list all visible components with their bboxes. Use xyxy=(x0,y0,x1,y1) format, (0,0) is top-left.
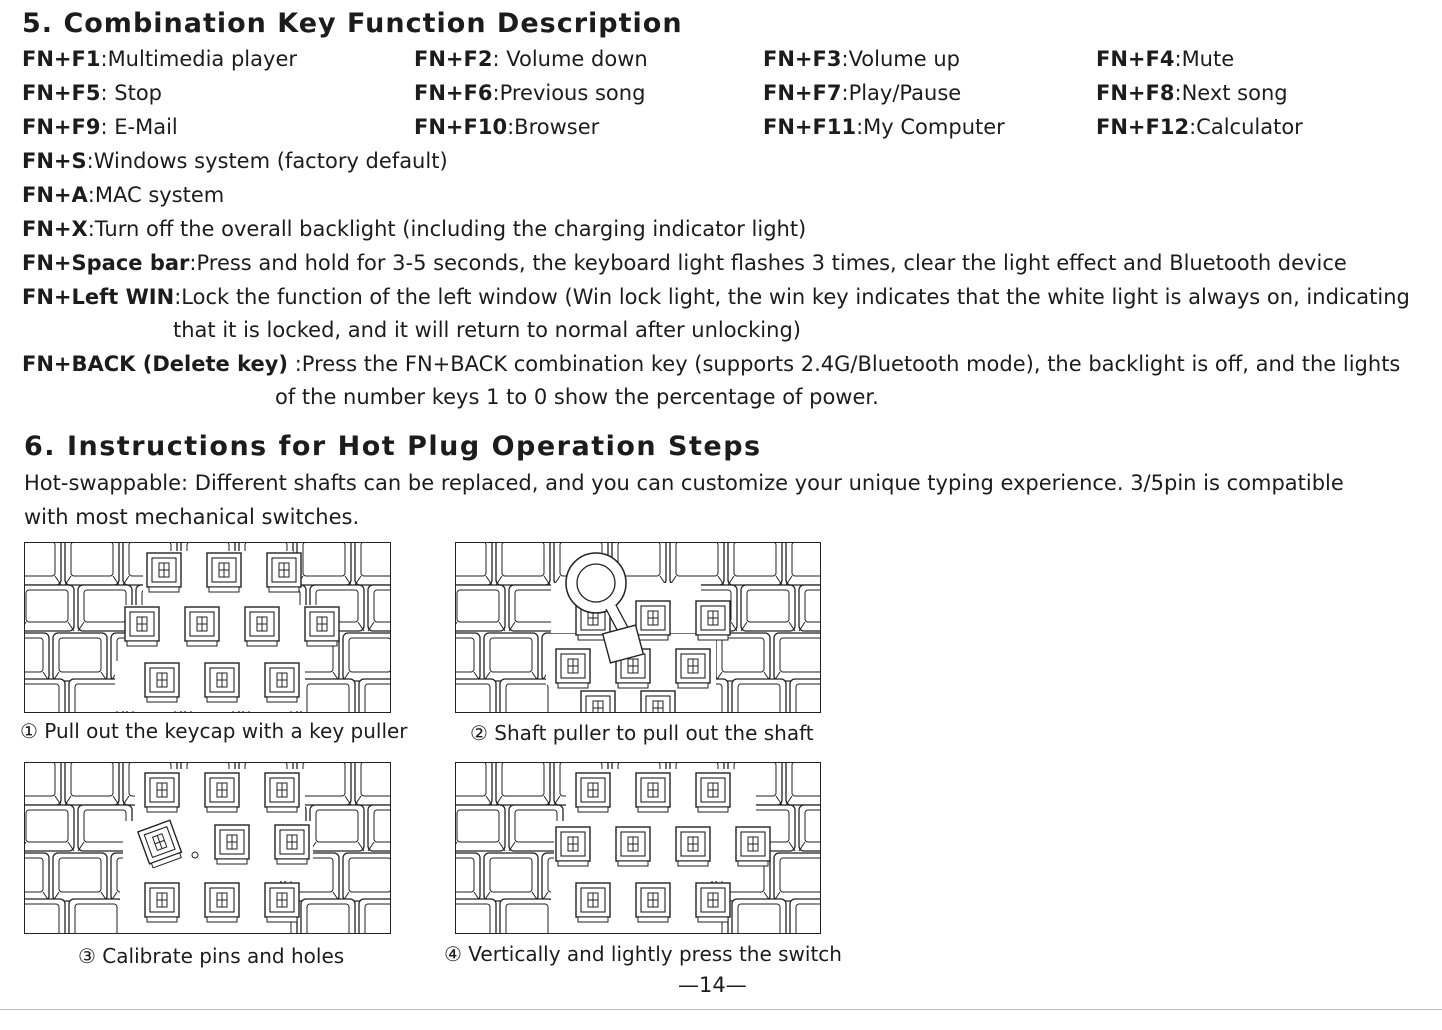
fn-key-description: Previous song xyxy=(499,81,646,105)
keycap xyxy=(25,899,65,933)
fn-key-combo: FN+F3 xyxy=(763,47,842,71)
fn-key-combo: FN+X xyxy=(22,217,88,241)
keycap xyxy=(456,899,496,933)
fn-key-separator: : xyxy=(174,285,182,309)
switch xyxy=(275,825,309,864)
keycap xyxy=(25,633,49,681)
keycap xyxy=(368,805,390,851)
fn-key-line xyxy=(22,285,1410,309)
fn-key-description: Lock the function of the left window (Win lock light, the win key indicates that the white light is always on, indicating xyxy=(181,285,1410,309)
fn-key-separator: : xyxy=(87,183,95,207)
keycap xyxy=(297,763,351,805)
fn-key-combo: FN+F11 xyxy=(763,115,857,139)
keycap xyxy=(456,763,492,805)
keycap xyxy=(25,543,61,585)
fn-key-combo: FN+F8 xyxy=(1096,81,1175,105)
fn-key-line xyxy=(22,352,1400,376)
switch xyxy=(125,607,159,646)
keycap xyxy=(25,585,74,631)
switch xyxy=(696,883,730,922)
keycap xyxy=(456,853,480,901)
fn-key-entry xyxy=(763,115,1005,139)
fn-key-description: Browser xyxy=(514,115,600,139)
caption-step-1: ① Pull out the keycap with a key puller xyxy=(20,719,408,743)
switch xyxy=(147,553,181,592)
figure-step-3 xyxy=(24,762,391,934)
fn-key-entry xyxy=(414,115,599,139)
keycap xyxy=(25,763,61,805)
switch xyxy=(616,827,650,866)
keycap xyxy=(25,853,49,901)
fn-key-line xyxy=(22,217,806,241)
keycap xyxy=(456,633,480,681)
keycap xyxy=(484,853,538,901)
keyboard-switch-press-illustration xyxy=(456,763,820,933)
switch xyxy=(205,883,239,922)
fn-key-separator: : xyxy=(1174,47,1182,71)
keycap xyxy=(728,543,782,585)
fn-key-entry xyxy=(1096,115,1303,139)
keycap xyxy=(790,899,820,933)
keycap xyxy=(65,763,119,805)
keycap xyxy=(799,805,820,851)
fn-key-description: MAC system xyxy=(94,183,225,207)
fn-key-description: My Computer xyxy=(863,115,1005,139)
switch xyxy=(215,825,249,864)
fn-key-combo: FN+F2 xyxy=(414,47,493,71)
fn-key-separator: : xyxy=(100,115,115,139)
switch xyxy=(245,607,279,646)
switch xyxy=(265,773,299,812)
switch xyxy=(185,607,219,646)
switch xyxy=(676,649,710,688)
switch xyxy=(576,773,610,812)
fn-key-combo: FN+F9 xyxy=(22,115,101,139)
keycap xyxy=(741,585,795,631)
switch xyxy=(641,691,675,712)
fn-key-separator: : xyxy=(100,47,108,71)
keycap xyxy=(368,585,390,631)
switch xyxy=(676,827,710,866)
figure-step-4 xyxy=(455,762,821,934)
fn-key-description: Stop xyxy=(114,81,162,105)
fn-key-description: Calculator xyxy=(1196,115,1303,139)
fn-key-separator: : xyxy=(288,352,302,376)
keycap xyxy=(343,633,390,681)
keycap xyxy=(670,543,724,585)
fn-key-line xyxy=(22,251,1347,275)
intro-line-2: with most mechanical switches. xyxy=(24,505,360,529)
switch xyxy=(556,827,590,866)
keycap xyxy=(359,679,390,712)
fn-key-combo: FN+S xyxy=(22,149,87,173)
fn-key-entry xyxy=(1096,47,1234,71)
switch xyxy=(145,663,179,702)
fn-key-description: Mute xyxy=(1181,47,1235,71)
fn-key-description: Play/Pause xyxy=(848,81,962,105)
fn-key-combo: FN+F6 xyxy=(414,81,493,105)
keycap xyxy=(301,899,355,933)
switch xyxy=(305,607,339,646)
keycap xyxy=(484,633,538,681)
fn-key-separator: : xyxy=(841,81,849,105)
keycap xyxy=(359,899,390,933)
keycap xyxy=(456,585,505,631)
keycap xyxy=(732,679,786,712)
fn-key-description: Turn off the overall backlight (including the charging indicator light) xyxy=(94,217,807,241)
fn-key-description: Press the FN+BACK combination key (supports 2.4G/Bluetooth mode), the backlight is off, and the lights xyxy=(301,352,1401,376)
caption-step-2: ② Shaft puller to pull out the shaft xyxy=(470,721,814,745)
keycap xyxy=(69,899,123,933)
keycap xyxy=(301,679,355,712)
keyboard-switches-illustration xyxy=(25,543,390,712)
intro-line-1: Hot-swappable: Different shafts can be replaced, and you can customize your unique typing experience. 3/5pin is compatible xyxy=(24,471,1344,495)
section-5-title: 5. Combination Key Function Description xyxy=(22,8,683,39)
keycap xyxy=(732,899,786,933)
fn-key-separator: : xyxy=(1174,81,1182,105)
fn-key-entry xyxy=(414,47,648,71)
keycap xyxy=(78,585,132,631)
switch xyxy=(205,773,239,812)
fn-key-separator: : xyxy=(492,47,507,71)
keycap xyxy=(355,763,390,805)
switch xyxy=(265,663,299,702)
fn-key-description: Volume down xyxy=(506,47,648,71)
keycap xyxy=(25,679,65,712)
fn-key-description: Next song xyxy=(1181,81,1288,105)
caption-step-3: ③ Calibrate pins and holes xyxy=(78,944,345,968)
page-bottom-edge xyxy=(0,1009,1442,1010)
keycap xyxy=(53,853,107,901)
fn-key-entry xyxy=(414,81,645,105)
keyboard-switch-puller-illustration xyxy=(456,543,820,712)
fn-key-combo: FN+F10 xyxy=(414,115,508,139)
fn-key-separator: : xyxy=(492,81,500,105)
fn-key-line-continuation: that it is locked, and it will return to normal after unlocking) xyxy=(173,318,801,342)
switch xyxy=(207,553,241,592)
fn-key-combo: FN+F1 xyxy=(22,47,101,71)
fn-key-entry xyxy=(22,115,178,139)
fn-key-combo: FN+F12 xyxy=(1096,115,1190,139)
fn-key-combo: FN+BACK (Delete key) xyxy=(22,352,289,376)
fn-key-line-continuation: of the number keys 1 to 0 show the percentage of power. xyxy=(275,385,879,409)
keycap xyxy=(343,853,390,901)
fn-key-combo: FN+F4 xyxy=(1096,47,1175,71)
switch xyxy=(736,827,770,866)
fn-key-separator: : xyxy=(86,149,94,173)
fn-key-line xyxy=(22,183,224,207)
switch xyxy=(205,663,239,702)
switch xyxy=(581,691,615,712)
switch xyxy=(145,773,179,812)
keycap xyxy=(25,805,74,851)
section-6-title: 6. Instructions for Hot Plug Operation Steps xyxy=(24,431,762,462)
keycap xyxy=(65,543,119,585)
keycap xyxy=(799,585,820,631)
page-number: —14— xyxy=(678,973,747,997)
fn-key-separator: : xyxy=(87,217,95,241)
switch xyxy=(267,553,301,592)
keycap xyxy=(500,899,554,933)
fn-key-separator: : xyxy=(856,115,864,139)
fn-key-description: E-Mail xyxy=(114,115,178,139)
keyboard-switch-calibrate-illustration xyxy=(25,763,390,933)
keycap xyxy=(456,805,505,851)
keycap xyxy=(500,679,554,712)
switch xyxy=(556,649,590,688)
fn-key-line xyxy=(22,149,448,173)
keycap xyxy=(297,543,351,585)
fn-key-description: Multimedia player xyxy=(107,47,297,71)
fn-key-separator: : xyxy=(507,115,515,139)
fn-key-entry xyxy=(763,47,960,71)
keycap xyxy=(786,543,820,585)
fn-key-combo: FN+A xyxy=(22,183,88,207)
switch xyxy=(636,883,670,922)
fn-key-combo: FN+F7 xyxy=(763,81,842,105)
fn-key-combo: FN+Space bar xyxy=(22,251,190,275)
keycap xyxy=(456,679,496,712)
switch xyxy=(636,773,670,812)
keycap xyxy=(355,543,390,585)
switch xyxy=(636,601,670,640)
fn-key-separator: : xyxy=(189,251,197,275)
fn-key-entry xyxy=(22,47,297,71)
fn-key-separator: : xyxy=(1189,115,1197,139)
keycap xyxy=(786,763,820,805)
switch xyxy=(696,773,730,812)
fn-key-entry xyxy=(763,81,961,105)
keycap xyxy=(456,543,492,585)
switch xyxy=(265,883,299,922)
keycap xyxy=(774,633,820,681)
switch xyxy=(696,601,730,640)
fn-key-description: Volume up xyxy=(848,47,960,71)
keycap xyxy=(496,543,550,585)
keycap xyxy=(496,763,550,805)
switch xyxy=(576,883,610,922)
figure-step-1 xyxy=(24,542,391,713)
keycap xyxy=(310,805,364,851)
keycap xyxy=(774,853,820,901)
figure-step-2 xyxy=(455,542,821,713)
caption-step-4: ④ Vertically and lightly press the switch xyxy=(444,942,842,966)
fn-key-combo: FN+Left WIN xyxy=(22,285,175,309)
switch xyxy=(145,883,179,922)
fn-key-separator: : xyxy=(841,47,849,71)
fn-key-combo: FN+F5 xyxy=(22,81,101,105)
fn-key-description: Windows system (factory default) xyxy=(93,149,448,173)
fn-key-description: Press and hold for 3-5 seconds, the keyboard light flashes 3 times, clear the light effect and Bluetooth device xyxy=(196,251,1347,275)
fn-key-entry xyxy=(1096,81,1288,105)
keycap xyxy=(53,633,107,681)
keycap xyxy=(69,679,123,712)
fn-key-entry xyxy=(22,81,162,105)
keycap xyxy=(790,679,820,712)
fn-key-separator: : xyxy=(100,81,115,105)
